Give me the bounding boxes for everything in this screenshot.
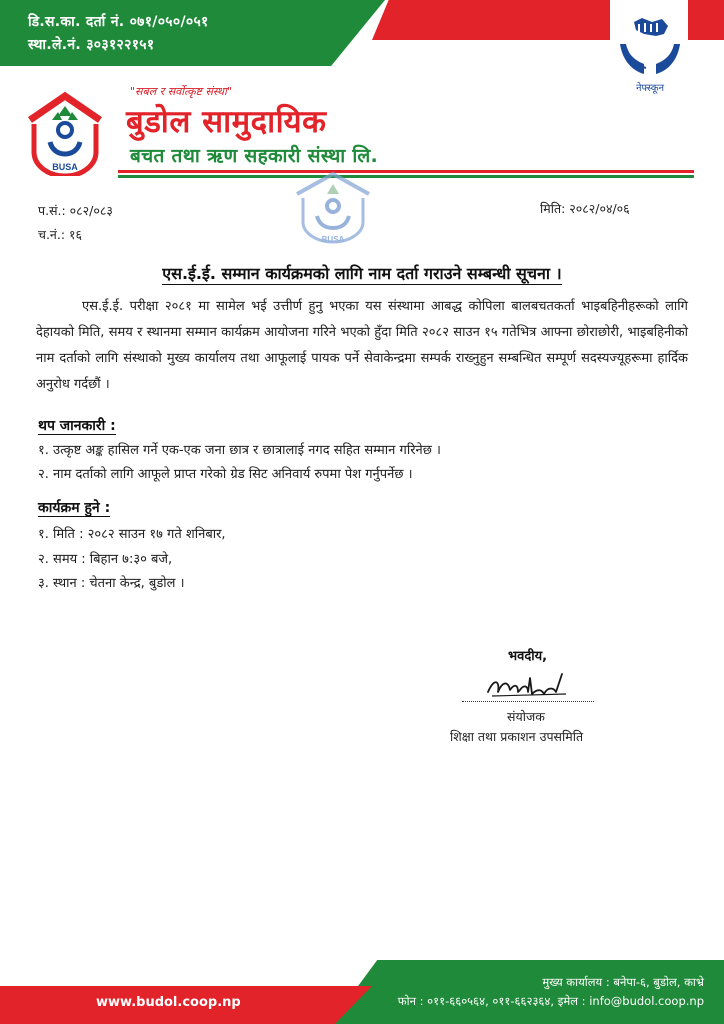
sign-off: भवदीय, <box>508 649 548 664</box>
org-name: बुडोल सामुदायिक <box>126 104 327 140</box>
org-subtitle: बचत तथा ऋण सहकारी संस्था लि. <box>130 145 379 167</box>
motto: "सबल र सर्वोत्कृष्ट संस्था" <box>130 85 232 98</box>
additional-info-heading-text: थप जानकारी : <box>38 418 116 434</box>
reference-number: प.सं.: ०८२/०८३ <box>38 203 113 218</box>
additional-info-heading <box>38 416 116 435</box>
program-heading <box>38 498 110 517</box>
header-red-band <box>372 0 610 40</box>
local-registration-number: स्था.ले.नं. ३०३१२२१५१ <box>28 37 155 53</box>
header-divider-red <box>118 170 694 173</box>
header-red-band-right <box>688 0 724 40</box>
contact-info: फोन : ०११-६६०५६४, ०११-६६२३६४, इमेल : info@budol.coop.np <box>397 994 704 1008</box>
registration-number: डि.स.का. दर्ता नं. ०७१/०५०/०५१ <box>28 14 209 30</box>
additional-info-item: १. उत्कृष्ट अङ्क हासिल गर्ने एक-एक जना छात्र र छात्रालाई नगद सहित सम्मान गरिनेछ । <box>38 443 441 458</box>
watermark-logo <box>285 170 381 250</box>
program-heading-text: कार्यक्रम हुने : <box>38 500 111 516</box>
dispatch-number: च.नं.: १६ <box>38 227 83 242</box>
additional-info-item: २. नाम दर्ताको लागि आफूले प्राप्त गरेको ग्रेड सिट अनिवार्य रुपमा पेश गर्नुपर्नेछ । <box>38 467 413 482</box>
signer-department: शिक्षा तथा प्रकाशन उपसमिति <box>450 729 584 744</box>
notice-body: एस.ई.ई. परीक्षा २०८१ मा सामेल भई उत्तीर्ण हुनु भएका यस संस्थामा आबद्ध कोपिला बालबचतकर्ता भाइबहिनीहरूको लागि देहायको मिति, समय र स्थानमा सम्मान कार्यक्रम आयोजना गरिने भएको हुँदा मिति २०८२ साउन १५ गतेभित्र आफ्ना छोराछोरी, भाइबहिनीको नाम दर्ताको लागि संस्थाको मुख्य कार्यालय तथा आफूलाई पायक पर्ने सेवाकेन्द्रमा सम्पर्क राख्नुहुन सम्बन्धित सम्पूर्ण सदस्यज्यूहरूमा हार्दिक अनुरोध गर्दछौं । <box>36 299 688 392</box>
nefscun-label: नेफ्स्कून <box>635 83 665 94</box>
signer-title: संयोजक <box>507 709 545 724</box>
footer-green-band <box>330 960 724 1024</box>
header-green-band <box>0 0 385 66</box>
busa-logo-label: BUSA <box>52 162 78 172</box>
header-divider-green <box>118 175 694 178</box>
notice-title <box>0 262 724 284</box>
office-address: मुख्य कार्यालय : बनेपा-६, बुडोल, काभ्रे <box>542 975 704 989</box>
program-item-date: १. मिति : २०८२ साउन १७ गते शनिबार, <box>38 527 226 542</box>
program-item-time: २. समय : बिहान ७:३० बजे, <box>38 552 173 567</box>
website-link[interactable]: www.budol.coop.np <box>96 995 241 1010</box>
handwritten-signature <box>484 668 574 702</box>
document-date: मिति: २०८२/०४/०६ <box>540 201 630 216</box>
notice-title-text: एस.ई.ई. सम्मान कार्यक्रमको लागि नाम दर्ता गराउने सम्बन्धी सूचना । <box>162 264 562 283</box>
signature-line <box>462 701 594 702</box>
program-item-venue: ३. स्थान : चेतना केन्द्र, बुडोल । <box>38 576 185 591</box>
busa-logo <box>22 90 108 176</box>
watermark-label: BUSA <box>321 235 345 244</box>
